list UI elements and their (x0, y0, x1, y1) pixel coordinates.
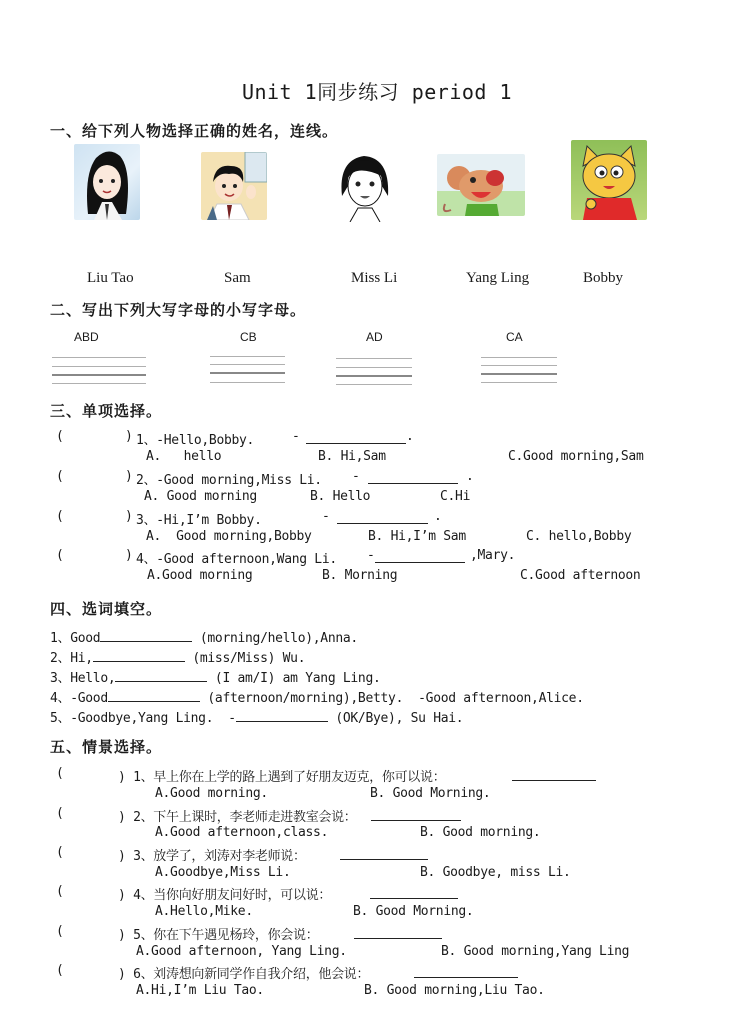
fill-item-5: 5、-Goodbye,Yang Ling. - (OK/Bye), Su Hai. (50, 711, 464, 726)
writing-lines-3[interactable] (336, 358, 412, 388)
uppercase-letters-3: AD (366, 330, 383, 344)
question-3-3: 3、-Hi,I’m Bobby. (136, 513, 262, 528)
name-label-4: Yang Ling (466, 270, 530, 286)
question-3-4: 4、-Good afternoon,Wang Li. (136, 552, 337, 567)
option-b: B. Good morning,Yang Ling (441, 944, 630, 959)
section4-heading: 四、选词填空。 (50, 600, 163, 618)
answer-blank-4-3[interactable] (115, 669, 207, 682)
answer-blank-4-4[interactable] (108, 689, 200, 702)
name-label-1: Liu Tao (87, 270, 134, 286)
question-5-3: ) 3、放学了，刘涛对李老师说： (118, 849, 306, 864)
answer-blank-3-2[interactable] (368, 471, 458, 484)
section2-heading: 二、写出下列大写字母的小写字母。 (50, 301, 307, 319)
answer-blank-3-3[interactable] (337, 511, 428, 524)
option-a: A.Good morning. (155, 786, 268, 801)
question-5-2: ) 2、下午上课时，李老师走进教室会说： (118, 810, 357, 825)
question-5-5: ) 5、你在下午遇见杨玲，你会说： (118, 928, 319, 943)
section3-heading: 三、单项选择。 (50, 402, 163, 420)
answer-blank-3-1[interactable] (306, 431, 406, 444)
answer-paren-open: ( (56, 806, 64, 821)
answer-blank-5-2[interactable] (371, 808, 461, 821)
option-a: A. Good morning,Bobby (146, 529, 312, 544)
picture-cat-cartoon (571, 140, 647, 220)
dash: - (322, 509, 330, 524)
answer-paren-close: ) (125, 548, 133, 563)
section1-heading: 一、给下列人物选择正确的姓名，连线。 (50, 122, 339, 140)
option-b: B. Good Morning. (370, 786, 491, 801)
answer-paren-close: ) (125, 469, 133, 484)
question-3-2: 2、-Good morning,Miss Li. (136, 473, 322, 488)
writing-lines-1[interactable] (52, 357, 146, 387)
uppercase-letters-2: CB (240, 330, 257, 344)
answer-blank-5-3[interactable] (340, 847, 428, 860)
fill-item-3: 3、Hello, (I am/I) am Yang Ling. (50, 671, 381, 686)
option-a: A.Hi,I’m Liu Tao. (136, 983, 264, 998)
option-c: C.Good afternoon (520, 568, 641, 583)
option-b: B. Good morning,Liu Tao. (364, 983, 545, 998)
answer-paren-open: ( (56, 548, 64, 563)
answer-paren-open: ( (56, 963, 64, 978)
answer-blank-4-1[interactable] (100, 629, 192, 642)
answer-paren-open: ( (56, 884, 64, 899)
picture-mouse-cartoon (437, 154, 525, 216)
option-b: B. Hello (310, 489, 371, 504)
option-a: A.Good morning (147, 568, 253, 583)
picture-girl-sketch (332, 146, 398, 222)
uppercase-letters-4: CA (506, 330, 523, 344)
tail: . (434, 509, 442, 524)
tail: . (466, 469, 474, 484)
option-b: B. Good Morning. (353, 904, 474, 919)
writing-lines-2[interactable] (210, 356, 285, 386)
dash: - (352, 469, 360, 484)
fill-item-1: 1、Good (morning/hello),Anna. (50, 631, 358, 646)
answer-paren-open: ( (56, 429, 64, 444)
option-a: A.Hello,Mike. (155, 904, 253, 919)
answer-blank-3-4[interactable] (375, 550, 465, 563)
question-5-6: ) 6、刘涛想向新同学作自我介绍，他会说： (118, 967, 370, 982)
answer-paren-close: ) (125, 429, 133, 444)
fill-item-2: 2、Hi, (miss/Miss) Wu. (50, 651, 306, 666)
picture-girl-portrait (74, 144, 140, 220)
answer-paren-open: ( (56, 469, 64, 484)
answer-paren-open: ( (56, 509, 64, 524)
name-label-5: Bobby (583, 270, 624, 286)
writing-lines-4[interactable] (481, 357, 557, 387)
name-label-3: Miss Li (351, 270, 398, 286)
answer-blank-5-5[interactable] (354, 926, 442, 939)
answer-blank-4-5[interactable] (236, 709, 328, 722)
option-a: A.Good afternoon,class. (155, 825, 329, 840)
question-5-1: ) 1、早上你在上学的路上遇到了好朋友迈克，你可以说： (118, 770, 446, 785)
dash: - (367, 548, 375, 563)
option-b: B. Goodbye, miss Li. (420, 865, 571, 880)
question-5-4: ) 4、当你向好朋友问好时，可以说： (118, 888, 332, 903)
option-b: B. Good morning. (420, 825, 541, 840)
picture-boy-waving (201, 152, 267, 220)
tail: ,Mary. (470, 548, 516, 563)
option-a: A. hello (146, 449, 222, 464)
option-b: B. Morning (322, 568, 398, 583)
answer-paren-close: ) (125, 509, 133, 524)
dash: - (292, 429, 300, 444)
page-title: Unit 1同步练习 period 1 (241, 80, 513, 104)
answer-blank-5-4[interactable] (370, 886, 458, 899)
option-c: C.Good morning,Sam (508, 449, 644, 464)
fill-item-4: 4、-Good (afternoon/morning),Betty. -Good afternoon,Alice. (50, 691, 584, 706)
name-label-2: Sam (224, 270, 251, 286)
answer-paren-open: ( (56, 845, 64, 860)
answer-blank-5-1[interactable] (512, 768, 596, 781)
section5-heading: 五、情景选择。 (50, 738, 163, 756)
answer-blank-4-2[interactable] (93, 649, 185, 662)
tail: . (406, 429, 414, 444)
option-b: B. Hi,I’m Sam (368, 529, 466, 544)
option-a: A.Good afternoon, Yang Ling. (136, 944, 347, 959)
answer-paren-open: ( (56, 924, 64, 939)
uppercase-letters-1: ABD (74, 330, 99, 344)
option-b: B. Hi,Sam (318, 449, 386, 464)
option-a: A. Good morning (144, 489, 257, 504)
option-a: A.Goodbye,Miss Li. (155, 865, 291, 880)
option-c: C.Hi (440, 489, 471, 504)
option-c: C. hello,Bobby (526, 529, 632, 544)
answer-paren-open: ( (56, 766, 64, 781)
question-3-1: 1、-Hello,Bobby. (136, 433, 255, 448)
answer-blank-5-6[interactable] (414, 965, 518, 978)
